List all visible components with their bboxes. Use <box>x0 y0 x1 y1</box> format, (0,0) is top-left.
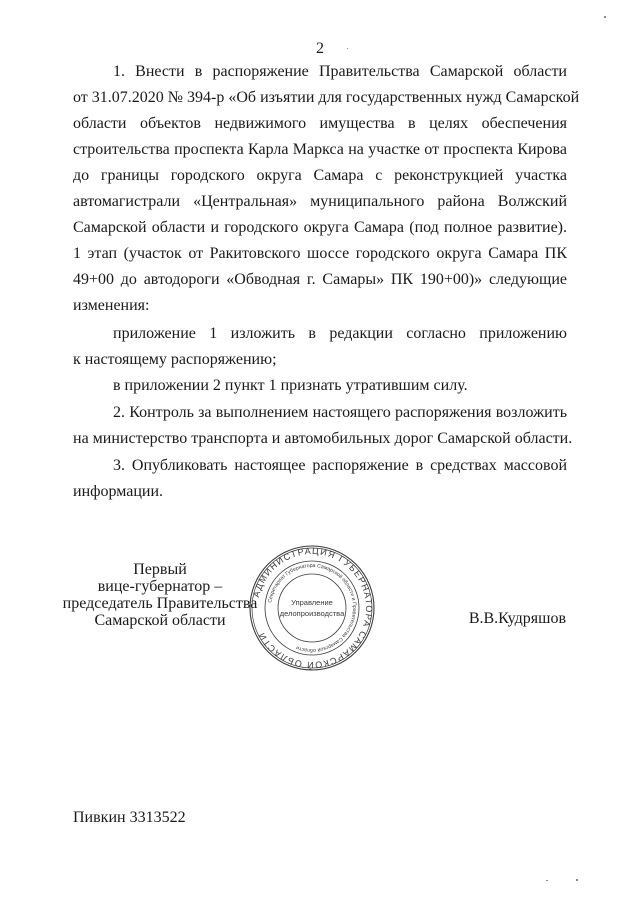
page-number: 2 <box>316 40 324 57</box>
executor-contact: Пивкин 3313522 <box>73 809 186 826</box>
scan-speck <box>347 48 348 49</box>
signer-title-line: Самарской области <box>94 612 226 629</box>
stamp-outer-text: АДМИНИСТРАЦИЯ ГУБЕРНАТОРА САМАРСКОЙ ОБЛАСТИ <box>251 545 375 671</box>
text-line: строительства проспекта Карла Маркса на участке от проспекта Кирова <box>73 141 567 158</box>
scan-speck <box>576 879 578 881</box>
text-line: области объектов недвижимого имущества в целях обеспечения <box>73 115 567 132</box>
scan-speck <box>546 880 548 881</box>
stamp-center-line1: Управление <box>291 598 333 607</box>
text-line: от 31.07.2020 № 394-р «Об изъятии для государственных нужд Самарской <box>73 89 580 106</box>
signer-name: В.В.Кудряшов <box>468 610 566 627</box>
text-line: информации. <box>73 483 164 500</box>
text-line: в приложении 2 пункт 1 признать утратившим силу. <box>113 377 468 394</box>
text-line: приложение 1 изложить в редакции согласно приложению <box>113 325 567 342</box>
text-line: до границы городского округа Самара с реконструкцией участка <box>73 167 567 184</box>
text-line: на министерство транспорта и автомобильных дорог Самарской области. <box>73 430 573 447</box>
official-stamp <box>248 544 376 672</box>
signer-title-line: вице-губернатор – <box>97 578 223 595</box>
text-line: к настоящему распоряжению; <box>73 351 277 368</box>
text-line: изменения: <box>73 297 150 314</box>
stamp-inner-text: Секретариат Губернатора Самарской области и Правительства Самарской области <box>267 562 358 654</box>
text-line: автомагистрали «Центральная» муниципального района Волжский <box>73 193 567 210</box>
text-line: 2. Контроль за выполнением настоящего распоряжения возложить <box>113 404 567 421</box>
scan-speck <box>604 16 606 18</box>
text-line: 1. Внести в распоряжение Правительства Самарской области <box>113 63 567 80</box>
text-line: 3. Опубликовать настоящее распоряжение в средствах массовой <box>113 457 567 474</box>
text-line: Самарской области и городского округа Самара (под полное развитие). <box>73 219 567 236</box>
signer-title-line: председатель Правительства <box>62 595 258 612</box>
signer-title-line: Первый <box>133 561 187 578</box>
text-line: 49+00 до автодороги «Обводная г. Самары» ПК 190+00)» следующие <box>73 271 567 288</box>
text-line: 1 этап (участок от Ракитовского шоссе городского округа Самара ПК <box>73 245 567 262</box>
stamp-center-line2: делопроизводства <box>279 609 345 618</box>
